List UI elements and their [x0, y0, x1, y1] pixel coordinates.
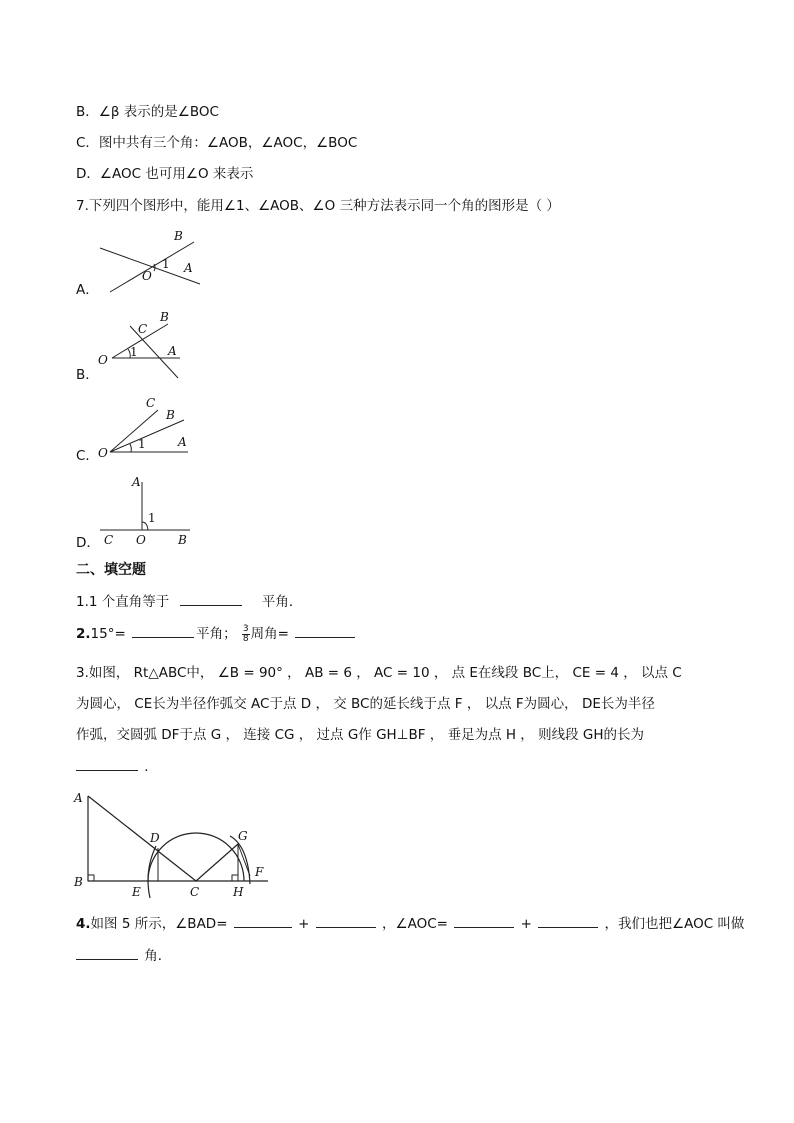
option-c-text: C．图中共有三个角：∠AOB，∠AOC，∠BOC [76, 135, 358, 151]
fig-a-label-1: 1 [162, 257, 170, 271]
fig-a-label-b: B [174, 229, 183, 243]
q3-fig-label-f: F [255, 865, 264, 879]
fill-q4-blank-1[interactable] [234, 913, 292, 928]
fill-q4-blank-5[interactable] [76, 945, 138, 960]
q7-figure-c [92, 394, 232, 464]
q7-option-d-label: D． [76, 535, 100, 551]
fig-a-label-o: O [142, 269, 152, 283]
fill-q4-blank-3[interactable] [454, 913, 514, 928]
fill-q3-end: ． [144, 759, 158, 775]
q7-option-c-label: C． [76, 448, 99, 464]
fill-q4-plus-1: + [298, 916, 310, 932]
fig-d-label-c: C [104, 533, 114, 547]
fill-q2-blank-1[interactable] [132, 623, 194, 638]
option-b-text: B．∠β 表示的是∠BOC [76, 104, 219, 120]
fig-c-label-c: C [146, 396, 156, 410]
q7-stem: 7.下列四个图形中，能用∠1、∠AOB、∠O 三种方法表示同一个角的图形是（ ） [76, 198, 560, 214]
fill-q2-part2: 平角； [196, 626, 237, 642]
fraction-denominator: 8 [242, 633, 249, 644]
fill-q4-line-2 [76, 945, 171, 966]
fill-q3-line-2: 为圆心， CE长为半径作弧交 AC于点 D ， 交 BC的延长线于点 F ， 以点 F为圆心， DE长为半径 [76, 696, 655, 712]
q3-fig-label-e: E [132, 885, 141, 899]
q7-figure-a [92, 226, 232, 296]
fill-q2-part1: 15°= [90, 626, 126, 642]
fill-q2 [76, 623, 357, 644]
fill-q1-blank[interactable] [180, 591, 242, 606]
fig-d-label-b: B [178, 533, 187, 547]
section-title-fill-blank: 二、填空题 [76, 562, 146, 578]
fig-c-label-a: A [178, 435, 187, 449]
fill-q2-part3: 周角= [250, 626, 289, 642]
option-d-text: D．∠AOC 也可用∠O 来表示 [76, 166, 254, 182]
fill-q4-text-2: ，∠AOC= [382, 916, 448, 932]
fill-q1 [76, 591, 302, 612]
fill-q1-suffix: 平角． [261, 594, 303, 610]
fig-b-label-o: O [98, 353, 108, 367]
fig-c-label-1: 1 [138, 437, 146, 451]
fig-d-label-1: 1 [148, 511, 156, 525]
q3-fig-label-c: C [190, 885, 200, 899]
q3-fig-label-d: D [150, 831, 160, 845]
fig-d-label-a: A [132, 475, 141, 489]
fig-b-label-b: B [160, 310, 169, 324]
q3-fig-label-g: G [238, 829, 248, 843]
fill-q4-line-1 [76, 913, 744, 934]
q3-fig-label-h: H [233, 885, 244, 899]
fill-q3-line-1: 3.如图， Rt△ABC中， ∠B = 90° ， AB = 6 ， AC = 10 ， 点 E在线段 BC上， CE = 4 ， 以点 C [76, 665, 682, 681]
fill-q4-text-4: 角． [144, 948, 172, 964]
q7-option-a-label: A． [76, 282, 99, 298]
fill-q2-number: 2. [76, 626, 91, 642]
q3-fig-label-a: A [74, 791, 83, 805]
fill-q4-blank-2[interactable] [316, 913, 376, 928]
fill-q2-fraction [242, 625, 250, 644]
fill-q4-number: 4. [76, 916, 91, 932]
fig-c-label-o: O [98, 446, 108, 460]
q7-figure-b [92, 310, 232, 380]
fill-q4-text-3: ，我们也把∠AOC 叫做 [604, 916, 745, 932]
fill-q1-prefix: 1.1 个直角等于 [76, 594, 170, 610]
fig-b-label-1: 1 [130, 345, 138, 359]
q7-figure-d [92, 472, 232, 552]
fig-b-label-c: C [138, 322, 148, 336]
fig-c-label-b: B [166, 408, 175, 422]
fraction-numerator: 3 [242, 623, 249, 634]
q3-fig-label-b: B [74, 875, 83, 889]
fig-a-label-a: A [184, 261, 193, 275]
fill-q3-blank[interactable] [76, 756, 138, 771]
q3-figure [72, 786, 292, 901]
q7-option-b-label: B． [76, 367, 99, 383]
fill-q2-blank-2[interactable] [295, 623, 355, 638]
fill-q3-line-4 [76, 756, 158, 777]
fig-d-label-o: O [136, 533, 146, 547]
fill-q3-line-3: 作弧，交圆弧 DF于点 G ， 连接 CG ， 过点 G作 GH⊥BF ， 垂足为点 H ， 则线段 GH的长为 [76, 727, 645, 743]
fill-q4-text-1: 如图 5 所示，∠BAD= [90, 916, 228, 932]
fig-b-label-a: A [168, 344, 177, 358]
fill-q4-plus-2: + [520, 916, 532, 932]
fill-q4-blank-4[interactable] [538, 913, 598, 928]
